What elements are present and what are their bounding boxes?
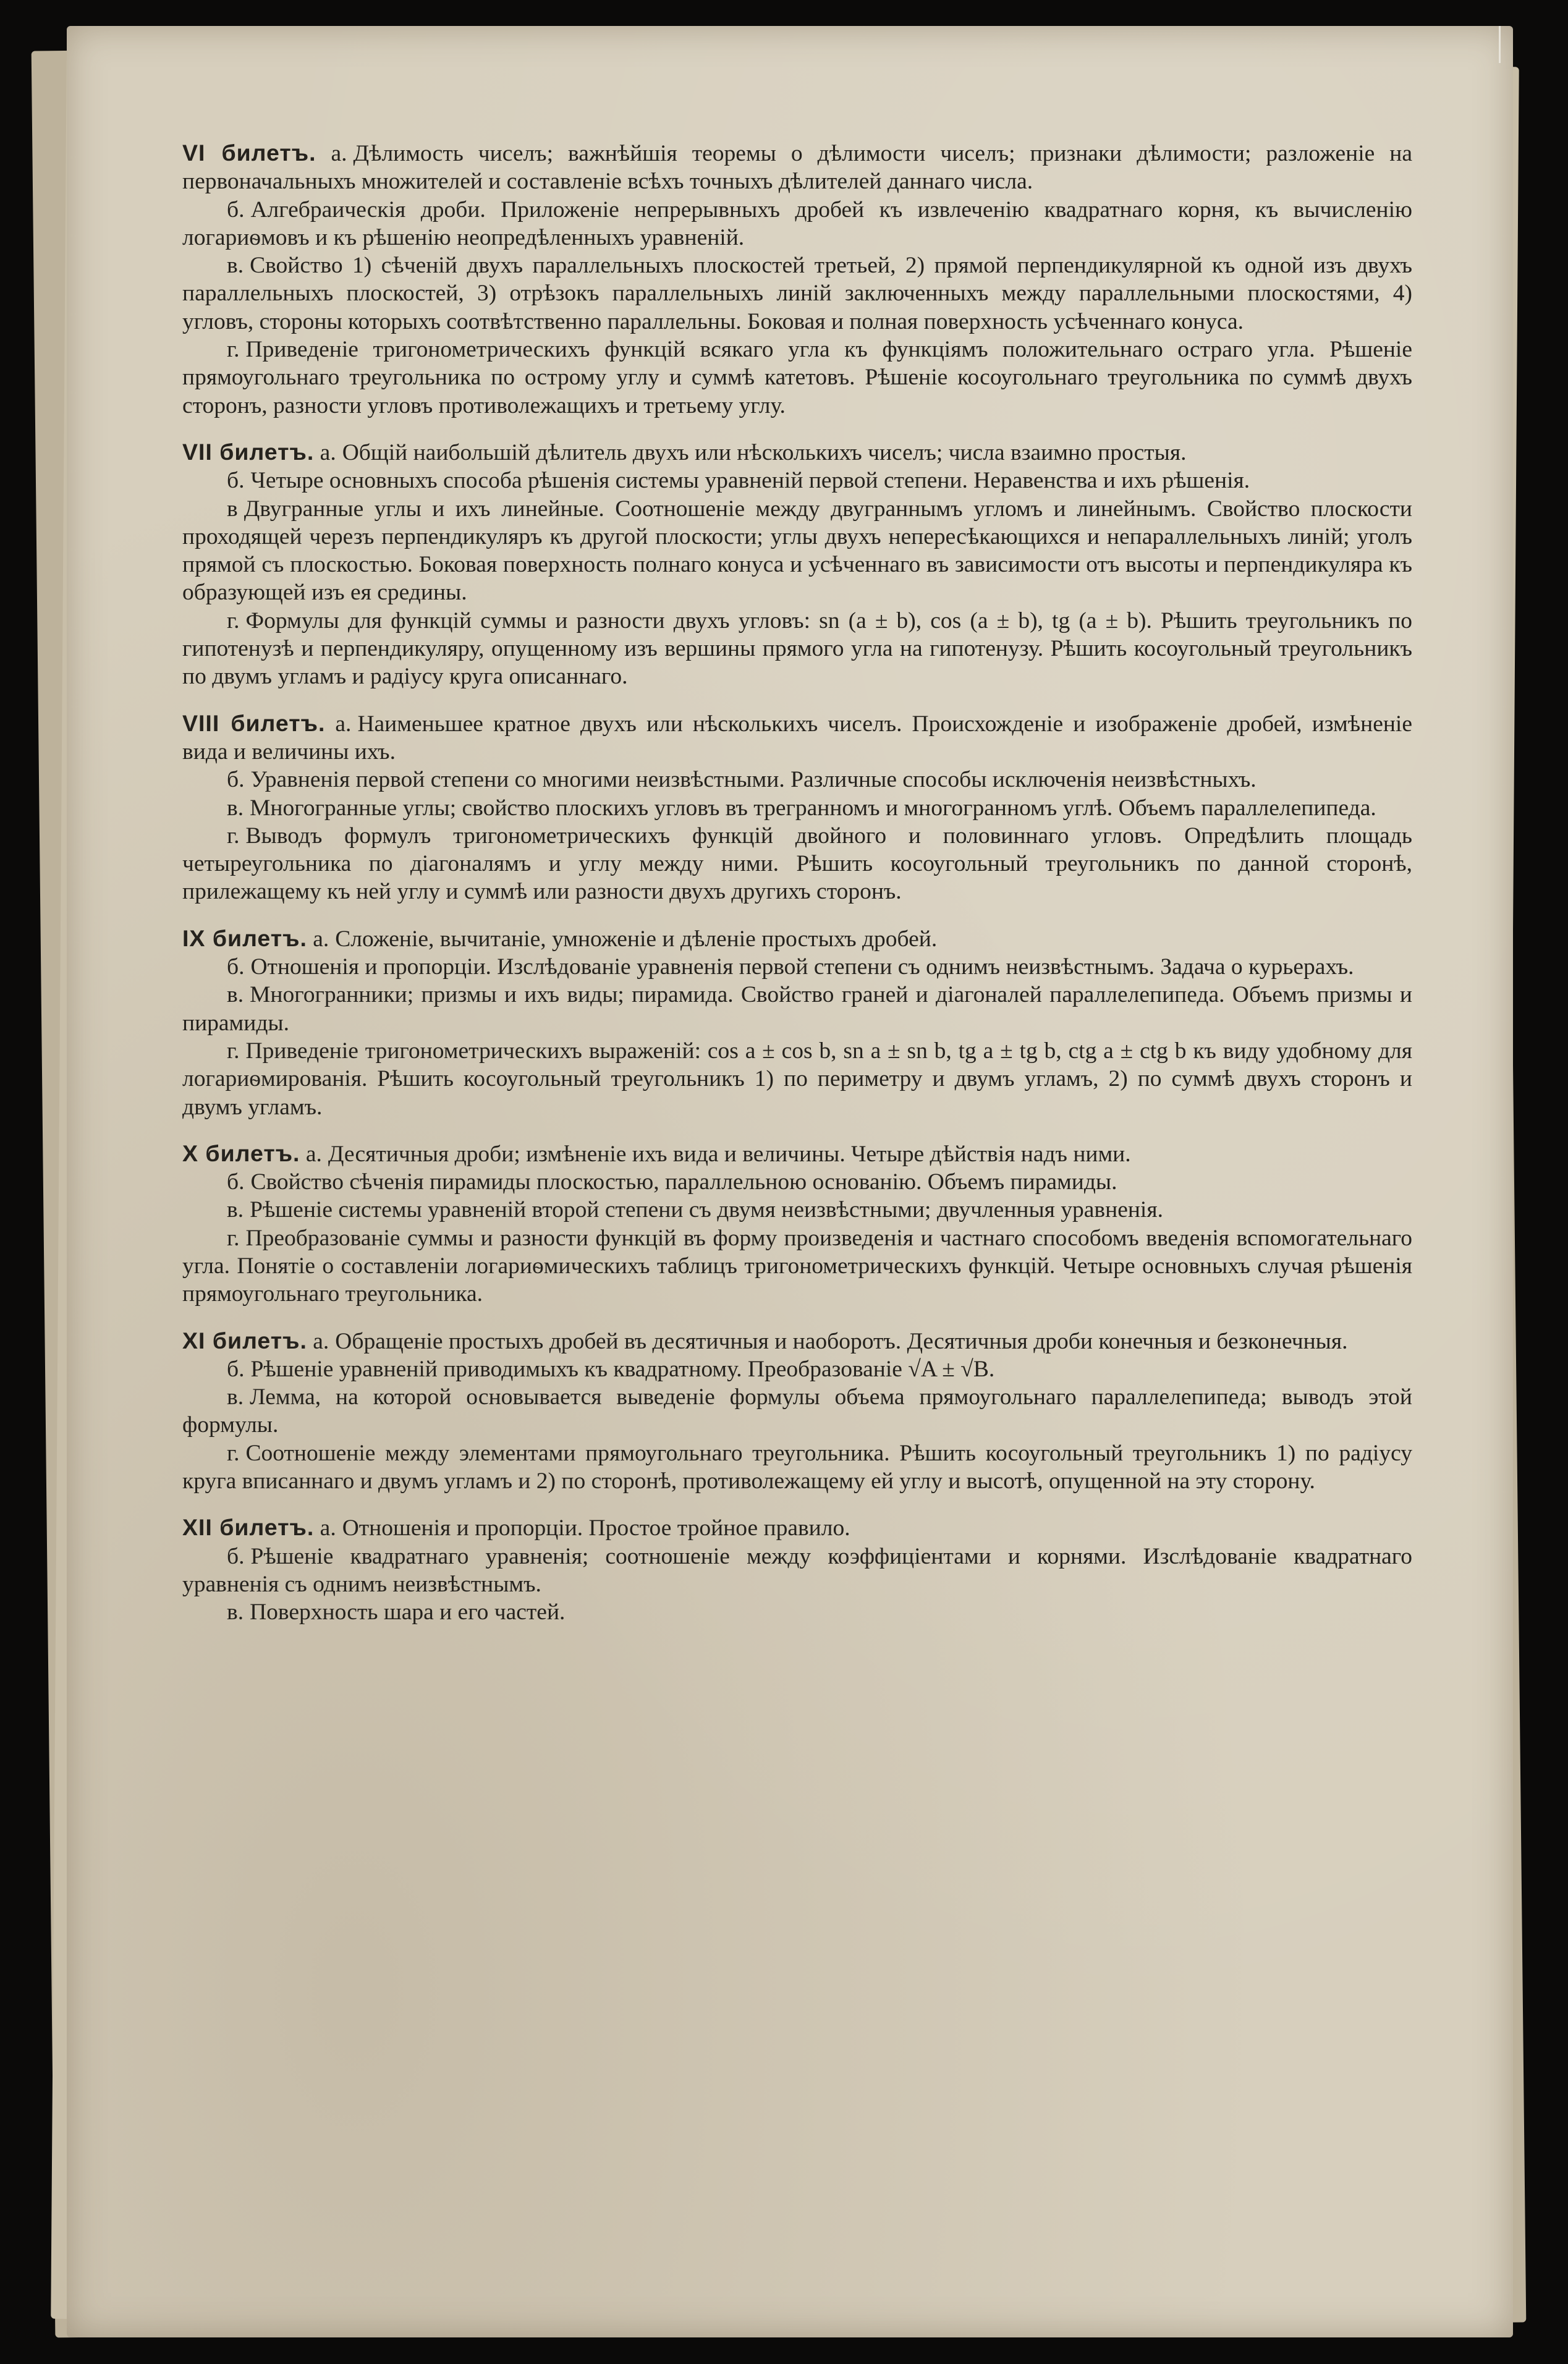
section-text: Формулы для функцій суммы и разности двухъ угловъ: sn (a ± b), cos (a ± b), tg (a ± b). Рѣшить треугольникъ по гипотенузѣ и перпендикуляру, опущенному изъ вершины прямого угла на гипотенузу. Рѣшить косоугольный треугольникъ по двумъ угламъ и радіусу круга описаннаго. — [182, 608, 1412, 690]
section-label: в — [227, 496, 238, 522]
ticket-section — [182, 1543, 1412, 1599]
section-label: в. — [227, 1197, 244, 1223]
ticket-section — [182, 1140, 1412, 1168]
ticket-section — [182, 822, 1412, 906]
section-label: б. — [227, 954, 245, 980]
section-text: Двугранные углы и ихъ линейные. Соотношеніе между двуграннымъ угломъ и линейнымъ. Свойство плоскости проходящей черезъ перпендикуляръ къ другой плоскости; углы двухъ непересѣкающихся и непараллельныхъ линій; уголъ прямой съ плоскостью. Боковая поверхность полнаго конуса и усѣченнаго въ зависимости отъ высоты и перпендикуляра къ образующей изъ ея средины. — [182, 496, 1412, 606]
section-text: Преобразованіе суммы и разности функцій въ форму произведенія и частнаго способомъ введенія вспомогательнаго угла. Понятіе о составленіи логариѳмическихъ таблицъ тригонометрическихъ функцій. Четыре основныхъ случая рѣшенія прямоугольнаго треугольника. — [182, 1225, 1412, 1307]
section-label: а. — [320, 439, 336, 465]
ticket-section — [182, 607, 1412, 691]
ticket-section — [182, 766, 1412, 794]
section-text: Выводъ формулъ тригонометрическихъ функцій двойного и половиннаго угловъ. Опредѣлить площадь четыреугольника по діагоналямъ и углу между ними. Рѣшить косоугольный треугольникъ по данной сторонѣ, прилежащему къ ней углу и суммѣ или разности двухъ другихъ сторонъ. — [182, 823, 1412, 905]
ticket-block — [182, 925, 1412, 1121]
ticket-block — [182, 710, 1412, 906]
section-label: г. — [227, 1440, 240, 1466]
page-edge-mark — [1499, 26, 1513, 63]
ticket-section — [182, 981, 1412, 1037]
section-label: в. — [227, 795, 244, 821]
section-label: а. — [320, 1515, 336, 1541]
ticket-section — [182, 1224, 1412, 1308]
section-text: Десятичныя дроби; измѣненіе ихъ вида и величины. Четыре дѣйствія надъ ними. — [328, 1141, 1131, 1167]
ticket-block — [182, 1514, 1412, 1626]
section-label: а. — [331, 141, 347, 166]
section-text: Многогранные углы; свойство плоскихъ угловъ въ трегранномъ и многогранномъ углѣ. Объемъ параллелепипеда. — [250, 795, 1376, 821]
ticket-section — [182, 139, 1412, 196]
ticket-section — [182, 1439, 1412, 1496]
ticket-heading: XII билетъ. — [182, 1514, 315, 1541]
section-text: Лемма, на которой основывается выведеніе формулы объема прямоугольнаго параллелепипеда; выводъ этой формулы. — [182, 1384, 1412, 1438]
section-text: Рѣшеніе системы уравненій второй степени съ двумя неизвѣстными; двучленныя уравненія. — [250, 1197, 1163, 1223]
section-label: в. — [227, 982, 244, 1008]
ticket-block — [182, 1140, 1412, 1308]
ticket-heading: XI билетъ. — [182, 1327, 307, 1354]
section-label: а. — [313, 926, 329, 952]
section-label: г. — [227, 823, 240, 849]
section-text: Дѣлимость чиселъ; важнѣйшія теоремы о дѣлимости чиселъ; признаки дѣлимости; разложеніе на первоначальныхъ множителей и составленіе всѣхъ точныхъ дѣлителей даннаго числа. — [182, 141, 1412, 195]
section-text: Наименьшее кратное двухъ или нѣсколькихъ чиселъ. Происхожденіе и изображеніе дробей, измѣненіе вида и величины ихъ. — [182, 711, 1412, 765]
ticket-section — [182, 196, 1412, 252]
section-label: а. — [335, 711, 352, 737]
ticket-section — [182, 1037, 1412, 1121]
section-label: б. — [227, 1543, 245, 1569]
ticket-heading: VI билетъ. — [182, 140, 316, 166]
ticket-heading: VII билетъ. — [182, 438, 315, 465]
section-label: г. — [227, 1038, 240, 1064]
section-label: в. — [227, 1384, 244, 1410]
section-text: Общій наибольшій дѣлитель двухъ или нѣсколькихъ чиселъ; числа взаимно простыя. — [342, 439, 1187, 465]
section-text: Многогранники; призмы и ихъ виды; пирамида. Свойство граней и діагоналей параллелепипеда. Объемъ призмы и пирамиды. — [182, 982, 1412, 1036]
ticket-section — [182, 336, 1412, 420]
section-text: Приведеніе тригонометрическихъ функцій всякаго угла къ функціямъ положительнаго остраго угла. Рѣшеніе прямоугольнаго треугольника по острому углу и суммѣ катетовъ. Рѣшеніе косоугольнаго треугольника по суммѣ двухъ сторонъ, разности угловъ противолежащихъ и третьему углу. — [182, 337, 1412, 418]
ticket-section — [182, 1383, 1412, 1439]
ticket-block — [182, 1327, 1412, 1496]
ticket-section — [182, 953, 1412, 981]
ticket-block — [182, 438, 1412, 691]
section-text: Рѣшеніе квадратнаго уравненія; соотношеніе между коэффиціентами и корнями. Изслѣдованіе квадратнаго уравненія съ однимъ неизвѣстнымъ. — [182, 1543, 1412, 1597]
ticket-heading: X билетъ. — [182, 1140, 300, 1166]
section-text: Обращеніе простыхъ дробей въ десятичныя и наоборотъ. Десятичныя дроби конечныя и безконечныя. — [335, 1328, 1348, 1354]
section-label: б. — [227, 468, 245, 494]
ticket-section — [182, 1598, 1412, 1626]
ticket-section — [182, 925, 1412, 953]
section-text: Свойство сѣченія пирамиды плоскостью, параллельною основанію. Объемъ пирамиды. — [250, 1169, 1117, 1195]
section-label: в. — [227, 253, 244, 279]
ticket-section — [182, 794, 1412, 822]
ticket-section — [182, 1514, 1412, 1542]
section-label: б. — [227, 767, 245, 793]
section-label: б. — [227, 1356, 245, 1382]
section-text: Поверхность шара и его частей. — [250, 1599, 566, 1625]
ticket-section — [182, 1168, 1412, 1196]
section-text: Уравненія первой степени со многими неизвѣстными. Различные способы исключенія неизвѣстныхъ. — [250, 767, 1257, 793]
ticket-section — [182, 438, 1412, 467]
section-text: Алгебраическія дроби. Приложеніе непрерывныхъ дробей къ извлеченію квадратнаго корня, къ вычисленію логариѳмовъ и къ рѣшенію неопредѣленныхъ уравненій. — [182, 197, 1412, 250]
ticket-section — [182, 1355, 1412, 1383]
section-text: Отношенія и пропорціи. Простое тройное правило. — [342, 1515, 850, 1541]
ticket-section — [182, 252, 1412, 336]
section-text: Четыре основныхъ способа рѣшенія системы уравненій первой степени. Неравенства и ихъ рѣшенія. — [250, 468, 1250, 494]
document-text — [182, 139, 1412, 1645]
section-text: Соотношеніе между элементами прямоугольнаго треугольника. Рѣшить косоугольный треугольникъ 1) по радіусу круга вписаннаго и двумъ угламъ и 2) по сторонѣ, противолежащему ей углу и высотѣ, опущенной на эту сторону. — [182, 1440, 1412, 1494]
section-label: б. — [227, 1169, 245, 1195]
ticket-section — [182, 495, 1412, 607]
section-text: Отношенія и пропорціи. Изслѣдованіе уравненія первой степени съ однимъ неизвѣстнымъ. Задача о курьерахъ. — [250, 954, 1354, 980]
section-text: Рѣшеніе уравненій приводимыхъ къ квадратному. Преобразованіе √A ± √B. — [250, 1356, 995, 1382]
ticket-section — [182, 1327, 1412, 1355]
section-label: а. — [305, 1141, 322, 1167]
section-label: а. — [313, 1328, 329, 1354]
ticket-block — [182, 139, 1412, 420]
ticket-section — [182, 467, 1412, 494]
section-label: г. — [227, 608, 240, 633]
ticket-heading: VIII билетъ. — [182, 710, 326, 736]
section-text: Свойство 1) сѣченій двухъ параллельныхъ плоскостей третьей, 2) прямой перпендикулярной къ одной изъ двухъ параллельныхъ плоскостей, 3) отрѣзокъ параллельныхъ линій заключенныхъ между параллельными плоскостями, 4) угловъ, стороны которыхъ соотвѣтственно параллельны. Боковая и полная поверхность усѣченнаго конуса. — [182, 253, 1412, 334]
section-text: Сложеніе, вычитаніе, умноженіе и дѣленіе простыхъ дробей. — [335, 926, 938, 952]
section-label: б. — [227, 197, 245, 222]
ticket-heading: IX билетъ. — [182, 925, 307, 951]
ticket-section — [182, 1196, 1412, 1224]
section-label: г. — [227, 1225, 240, 1251]
section-label: г. — [227, 337, 240, 363]
ticket-section — [182, 710, 1412, 766]
section-text: Приведеніе тригонометрическихъ выраженій: cos a ± cos b, sn a ± sn b, tg a ± tg b, ctg a ± ctg b къ виду удобному для логариѳмированія. Рѣшить косоугольный треугольникъ 1) по периметру и двумъ угламъ, 2) по суммѣ двухъ сторонъ и двумъ угламъ. — [182, 1038, 1412, 1120]
section-label: в. — [227, 1599, 244, 1625]
